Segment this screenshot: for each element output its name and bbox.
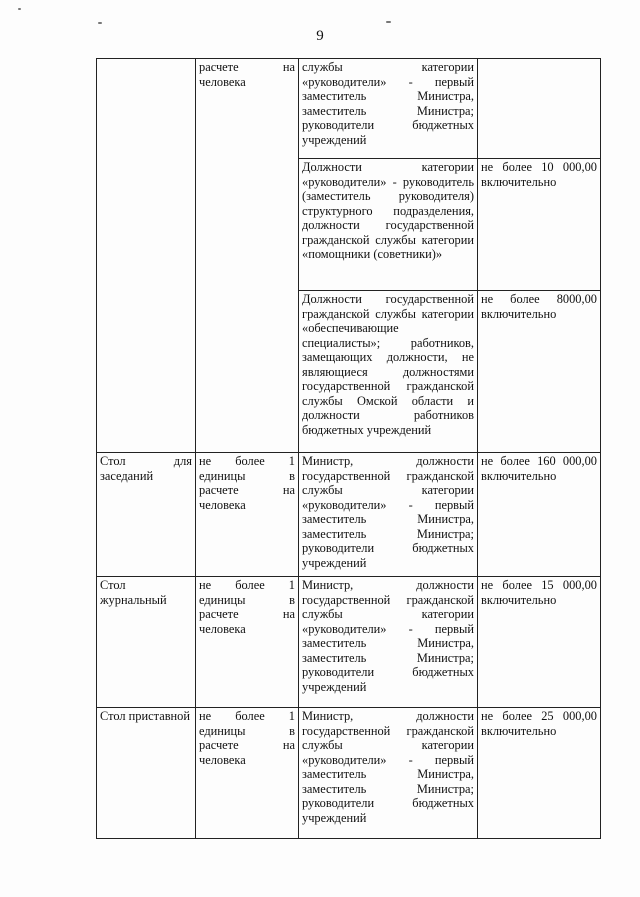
quantity-cell: не более 1 единицы в расчете на человека (196, 708, 299, 839)
item-cell: Стол приставной (97, 708, 196, 839)
positions-cell: Должности государственной гражданской службы категории «обеспечивающие специалисты»; работников, замещающих должности, не являющиеся должностями государственной гражданской службы Омской области и должности работников бюджетных учреждений (299, 291, 478, 453)
positions-cell: службы категории «руководители» - первый заместитель Министра, заместитель Министра; руководители бюджетных учреждений (299, 59, 478, 159)
item-cell (97, 59, 196, 453)
quantity-cell: расчете на человека (196, 59, 299, 453)
price-cell: не более 160 000,00 включительно (478, 453, 601, 577)
table-row (97, 577, 601, 708)
price-cell: не более 8000,00 включительно (478, 291, 601, 453)
price-cell (478, 59, 601, 159)
table-row (97, 59, 601, 159)
item-cell: Стол для заседаний (97, 453, 196, 577)
furniture-norms-table (96, 58, 601, 839)
price-cell: не более 10 000,00 включительно (478, 159, 601, 291)
positions-cell: Министр, должности государственной гражданской службы категории «руководители» - первый заместитель Министра, заместитель Министра; руководители бюджетных учреждений (299, 708, 478, 839)
table-row (97, 708, 601, 839)
item-cell: Стол журнальный (97, 577, 196, 708)
positions-cell: Должности категории «руководители» - руководитель (заместитель руководителя) структурного подразделения, должности государственной гражданской службы категории «помощники (советники)» (299, 159, 478, 291)
scan-speck (98, 22, 102, 24)
price-cell: не более 15 000,00 включительно (478, 577, 601, 708)
table-row (97, 453, 601, 577)
scan-speck (386, 21, 391, 23)
quantity-cell: не более 1 единицы в расчете на человека (196, 453, 299, 577)
page-number: 9 (316, 28, 324, 44)
price-cell: не более 25 000,00 включительно (478, 708, 601, 839)
scan-speck (18, 8, 21, 10)
positions-cell: Министр, должности государственной гражданской службы категории «руководители» - первый заместитель Министра, заместитель Министра; руководители бюджетных учреждений (299, 577, 478, 708)
positions-cell: Министр, должности государственной гражданской службы категории «руководители» - первый заместитель Министра, заместитель Министра; руководители бюджетных учреждений (299, 453, 478, 577)
quantity-cell: не более 1 единицы в расчете на человека (196, 577, 299, 708)
